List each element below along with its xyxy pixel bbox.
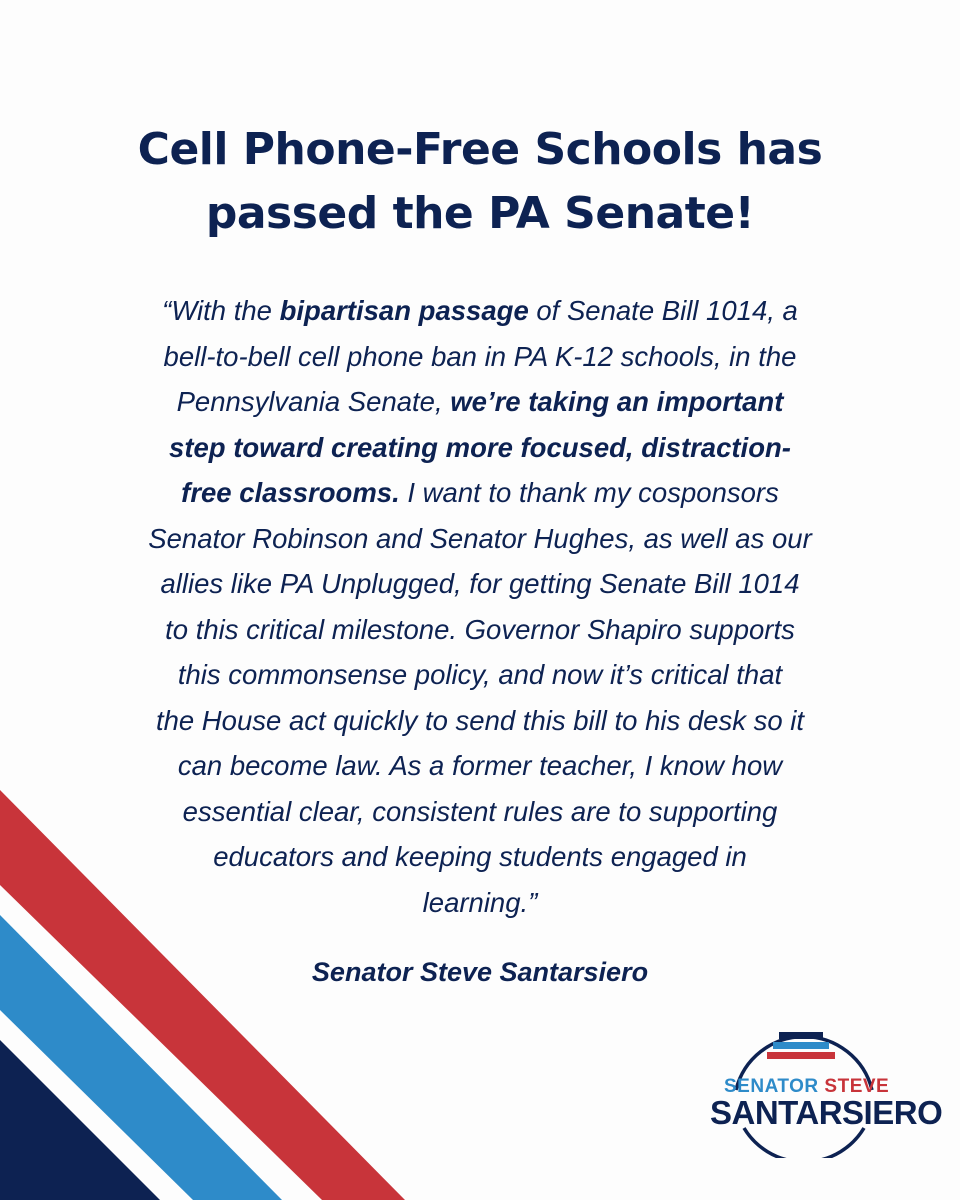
headline-line-1: Cell Phone-Free Schools has: [137, 124, 823, 175]
quote-line: Senator Robinson and Senator Hughes, as well as our: [148, 522, 812, 554]
headline: [60, 118, 900, 246]
quote-text: of Senate Bill 1014, a: [528, 295, 798, 326]
logo-surname: SANTARSIERO: [710, 1094, 943, 1131]
quote-line: [60, 288, 900, 334]
logo-word-steve: STEVE: [824, 1076, 890, 1097]
logo-bar-blue: [773, 1042, 829, 1049]
quote-line: [60, 425, 900, 471]
quote-text: “With the: [162, 295, 280, 326]
quote-text: I want to thank my cosponsors: [399, 477, 779, 508]
quote-emphasis: free classrooms.: [181, 477, 400, 508]
quote-line: bell-to-bell cell phone ban in PA K-12 schools, in the: [163, 340, 797, 372]
quote-line: [60, 470, 900, 516]
quote-line: essential clear, consistent rules are to supporting: [182, 795, 778, 827]
quote-line: can become law. As a former teacher, I know how: [177, 750, 783, 781]
quote-emphasis: step toward creating more focused, distraction-: [169, 431, 791, 463]
quote-emphasis: bipartisan passage: [279, 295, 529, 326]
senator-logo: [710, 1018, 943, 1158]
logo-bar-red: [767, 1052, 835, 1059]
quote-line: allies like PA Unplugged, for getting Senate Bill 1014: [160, 568, 800, 599]
quote-attribution: Senator Steve Santarsiero: [311, 957, 649, 987]
quote-line: to this critical milestone. Governor Shapiro supports: [165, 613, 795, 645]
headline-line-2: passed the PA Senate!: [205, 188, 755, 239]
quote-line: [60, 379, 900, 425]
logo-word-senator: SENATOR: [724, 1076, 819, 1097]
quote-paragraph: [60, 288, 900, 925]
quote-text: Pennsylvania Senate,: [176, 386, 451, 417]
logo-bar-navy: [779, 1032, 823, 1039]
quote-line: the House act quickly to send this bill to his desk so it: [155, 704, 805, 736]
quote-line: learning.”: [422, 886, 538, 918]
quote-line: educators and keeping students engaged in: [213, 841, 747, 872]
quote-emphasis: we’re taking an important: [450, 386, 784, 417]
quote-line: this commonsense policy, and now it’s critical that: [177, 659, 783, 690]
